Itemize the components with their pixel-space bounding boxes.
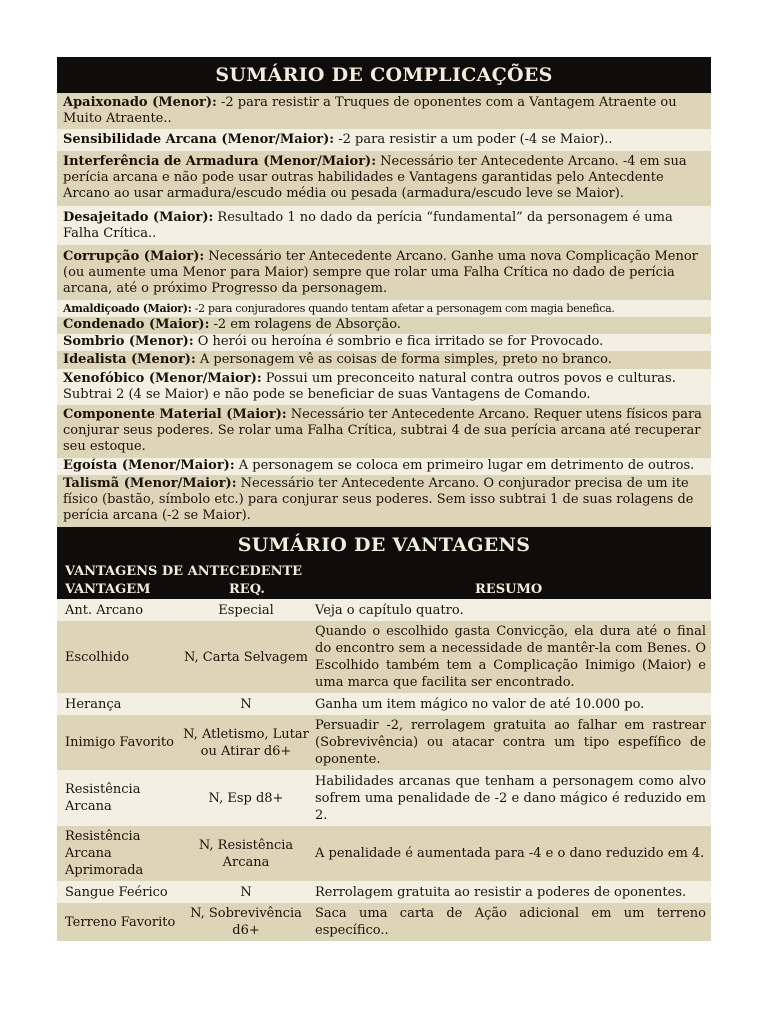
advantage-req: N, Resistência Arcana xyxy=(198,837,294,870)
complications-list xyxy=(57,93,711,527)
complications-title: SUMÁRIO DE COMPLICAÇÕES xyxy=(57,57,711,93)
advantage-summary: Saca uma carta de Ação adicional em um terreno específico.. xyxy=(315,906,706,938)
column-header-advantage: VANTAGEM xyxy=(65,582,151,597)
advantage-name: Inimigo Favorito xyxy=(65,735,174,750)
advantage-req: N, Esp d8+ xyxy=(208,790,284,806)
complication-item: Componente Material (Maior): Necessário ter Antecedente Arcano. Requer utens físicos para conjurar seus poderes. Se rolar uma Falha Crítica, subtrai 4 de sua perícia arcana até recuperar seu estoque. xyxy=(57,405,711,458)
advantage-name: Escolhido xyxy=(65,649,130,665)
advantage-summary: Veja o capítulo quatro. xyxy=(315,602,464,618)
advantage-name: Resistência Arcana Aprimorada xyxy=(65,829,144,878)
table-row xyxy=(57,599,711,621)
advantage-name: Sangue Feérico xyxy=(65,884,168,900)
advantages-table-header xyxy=(57,563,711,599)
advantage-name: Terreno Favorito xyxy=(65,914,176,930)
column-header-summary: RESUMO xyxy=(475,582,543,597)
table-row xyxy=(57,693,711,715)
advantage-summary: Quando o escolhido gasta Convicção, ela dura até o final do encontro sem a necessidade de mantêr-la com Benes. O Escolhido também tem a Complicação Inimigo (Maior) e uma marca que facilita ser encontrado. xyxy=(315,624,706,690)
advantage-name: Ant. Arcano xyxy=(65,602,144,618)
advantage-summary: A penalidade é aumentada para -4 e o dano reduzido em 4. xyxy=(315,846,705,861)
complication-item: Apaixonado (Menor): -2 para resistir a Truques de oponentes com a Vantagem Atraente ou Muito Atraente.. xyxy=(57,93,711,129)
advantage-summary: Persuadir -2, rerrolagem gratuita ao falhar em rastrear (Sobrevivência) ou atacar contra um tipo espefífico de oponente. xyxy=(315,718,706,767)
advantage-req: N, Sobrevivência d6+ xyxy=(190,906,302,938)
advantage-req: Especial xyxy=(218,602,274,618)
complication-item: Corrupção (Maior): Necessário ter Antecedente Arcano. Ganhe uma nova Complicação Menor (ou aumente uma Menor para Maior) sempre que rolar uma Falha Crítica no dado de perícia arcana, até o próximo Progresso da personagem. xyxy=(57,245,711,300)
advantage-name: Herança xyxy=(65,696,122,712)
complication-item: Sensibilidade Arcana (Menor/Maior): -2 para resistir a um poder (-4 se Maior).. xyxy=(57,129,711,151)
advantage-summary: Ganha um item mágico no valor de até 10.000 po. xyxy=(315,696,645,712)
complication-item: Sombrio (Menor): O herói ou heroína é sombrio e fica irritado se for Provocado. xyxy=(57,334,711,351)
table-row xyxy=(57,715,711,770)
complication-item: Xenofóbico (Menor/Maior): Possui um preconceito natural contra outros povos e culturas. Subtrai 2 (4 se Maior) e não pode se beneficiar de suas Vantagens de Comando. xyxy=(57,369,711,405)
advantage-req: N xyxy=(240,884,252,900)
advantages-section xyxy=(57,527,711,941)
table-row xyxy=(57,770,711,826)
advantage-summary: Habilidades arcanas que tenham a personagem como alvo sofrem uma penalidade de -2 e dano mágico é reduzido em 2. xyxy=(315,773,706,823)
column-header-req: REQ. xyxy=(229,582,265,597)
complication-item: Idealista (Menor): A personagem vê as coisas de forma simples, preto no branco. xyxy=(57,351,711,369)
advantages-title: SUMÁRIO DE VANTAGENS xyxy=(57,527,711,563)
complication-item: Egoísta (Menor/Maior): A personagem se coloca em primeiro lugar em detrimento de outros. xyxy=(57,458,711,475)
advantage-req: N xyxy=(240,696,252,712)
advantage-req: N, Atletismo, Lutar ou Atirar d6+ xyxy=(183,726,309,759)
complication-item: Talismã (Menor/Maior): Necessário ter Antecedente Arcano. O conjurador precisa de um ite físico (bastão, símbolo etc.) para conjurar seus poderes. Sem isso subtrai 1 de suas rolagens de perícia arcana (-2 se Maior). xyxy=(57,475,711,527)
table-row xyxy=(57,881,711,903)
complication-item: Interferência de Armadura (Menor/Maior): Necessário ter Antecedente Arcano. -4 em sua perícia arcana e não pode usar outras habilidades e Vantagens garantidas pelo Antecdente Arcano ao usar armadura/escudo média ou pesada (armadura/escudo leve se Maior). xyxy=(57,151,711,206)
advantages-subtitle: VANTAGENS DE ANTECEDENTE xyxy=(65,564,303,579)
advantage-name: Resistência Arcana xyxy=(65,782,141,814)
table-row xyxy=(57,621,711,693)
complication-item: Condenado (Maior): -2 em rolagens de Absorção. xyxy=(57,317,711,334)
advantage-req: N, Carta Selvagem xyxy=(183,649,309,665)
complication-item: Amaldiçoado (Maior): -2 para conjuradores quando tentam afetar a personagem com magia benefica. xyxy=(57,300,711,317)
complication-item: Desajeitado (Maior): Resultado 1 no dado da perícia “fundamental” da personagem é uma Falha Crítica.. xyxy=(57,206,711,245)
table-row xyxy=(57,903,711,941)
advantage-summary: Rerrolagem gratuita ao resistir a poderes de oponentes. xyxy=(315,884,687,900)
table-row xyxy=(57,826,711,881)
